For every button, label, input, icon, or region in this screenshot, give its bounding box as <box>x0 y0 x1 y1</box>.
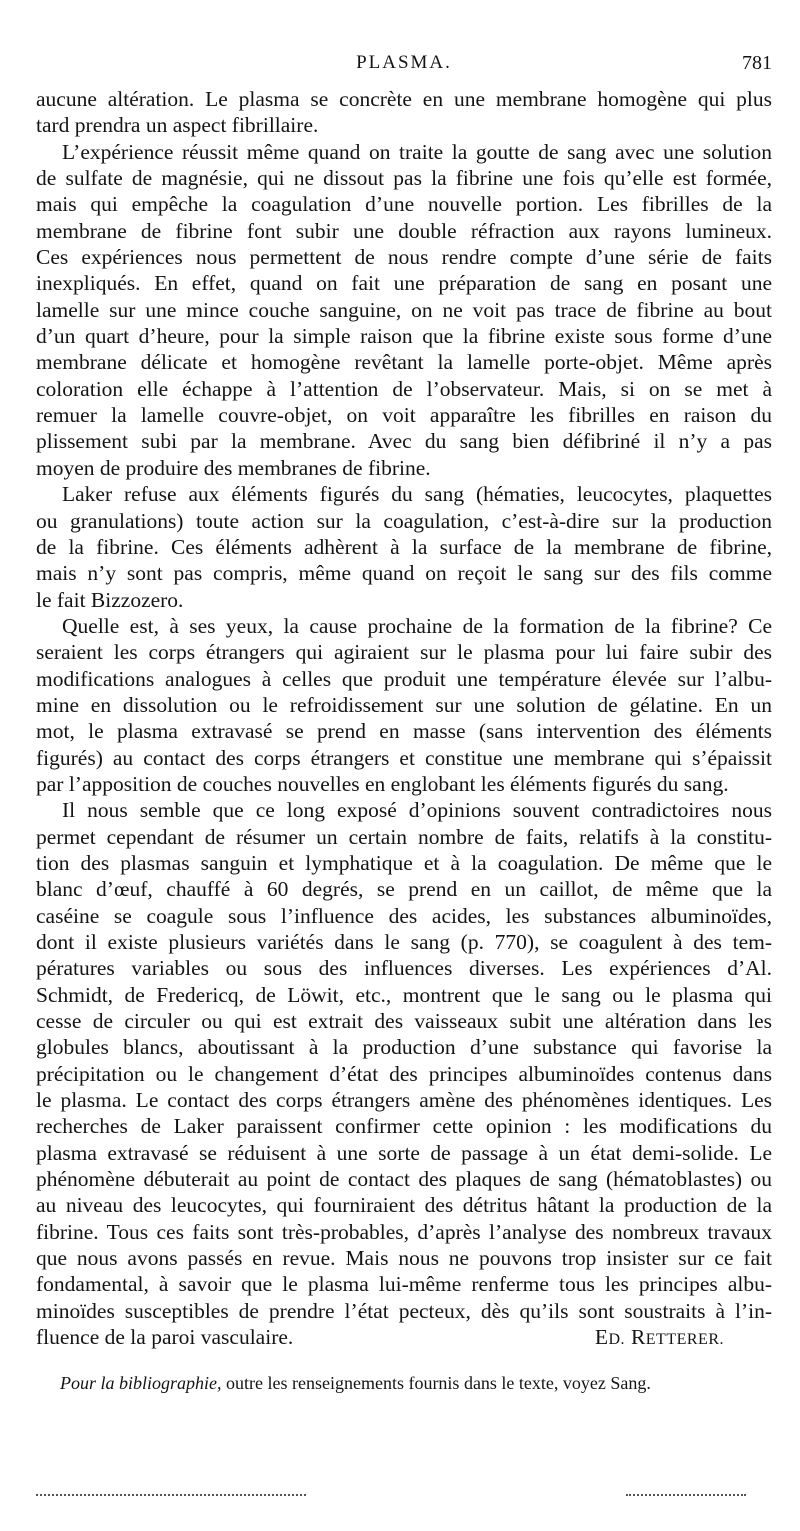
bibliography-ref: Sang. <box>610 1373 651 1393</box>
footer-dots-left <box>36 1494 306 1496</box>
text-line: globules blancs, aboutissant à la production d’une substance qui favorise la <box>36 1035 772 1060</box>
text-line: que nous avons passés en revue. Mais nous ne pouvons trop insister sur ce fait <box>36 1246 772 1271</box>
paragraph <box>36 797 772 1324</box>
text-line: minoïdes susceptibles de prendre l’état pecteux, dès qu’ils sont soustraits à l’in- <box>36 1298 772 1323</box>
paragraph <box>36 481 772 613</box>
text-line: Quelle est, à ses yeux, la cause prochaine de la formation de la fibrine? Ce <box>62 613 772 638</box>
paragraph <box>36 613 772 797</box>
paragraph <box>36 86 772 139</box>
text-line: ou granulations) toute action sur la coagulation, c’est-à-dire sur la production <box>36 508 772 533</box>
text-line: le plasma. Le contact des corps étrangers amène des phénomènes identiques. Les <box>36 1088 772 1113</box>
text-line: mot, le plasma extravasé se prend en masse (sans intervention des éléments <box>36 719 772 744</box>
text-line: de sulfate de magnésie, qui ne dissout pas la fibrine une fois qu’elle est formée, <box>36 166 772 191</box>
signature-initial: ED. <box>594 1325 626 1350</box>
text-line: au niveau des leucocytes, qui fourniraient des détritus hâtant la production de la <box>36 1193 772 1218</box>
text-line: membrane délicate et homogène revêtant la lamelle porte-objet. Même après <box>36 350 772 375</box>
text-line: par l’apposition de couches nouvelles en englobant les éléments figurés du sang. <box>36 771 729 796</box>
bibliography-lead: Pour la bibliographie, <box>60 1373 222 1393</box>
text-line: caséine se coagule sous l’influence des acides, les substances albuminoïdes, <box>36 903 772 928</box>
text-line: fondamental, à savoir que le plasma lui-même renferme tous les principes albu- <box>36 1272 772 1297</box>
footer-dots-right <box>626 1494 746 1496</box>
text-line: seraient les corps étrangers qui agiraient sur le plasma pour lui faire subir des <box>36 640 772 665</box>
text-line: permet cependant de résumer un certain nombre de faits, relatifs à la constitu- <box>36 824 772 849</box>
text-line: Schmidt, de Fredericq, de Löwit, etc., montrent que le sang ou le plasma qui <box>36 982 772 1007</box>
text-line: le fait Bizzozero. <box>36 587 184 612</box>
closing-line <box>36 1324 772 1353</box>
text-line: fibrine. Tous ces faits sont très-probables, d’après l’analyse des nombreux travaux <box>36 1219 772 1244</box>
text-line: blanc d’œuf, chauffé à 60 degrés, se prend en un caillot, de même que la <box>36 877 772 902</box>
text-line: figurés) au contact des corps étrangers et constitue une membrane qui s’épaissit <box>36 745 772 770</box>
text-line: dont il existe plusieurs variétés dans le sang (p. 770), se coagulent à des tem- <box>36 930 772 954</box>
text-line: tard prendra un aspect fibrillaire. <box>36 113 319 138</box>
bibliography-text: outre les renseignements fournis dans le texte, voyez <box>221 1373 611 1393</box>
paragraph <box>36 139 772 481</box>
text-line: tion des plasmas sanguin et lymphatique et à la coagulation. De même que le <box>36 850 772 875</box>
text-line: coloration elle échappe à l’attention de l’observateur. Mais, si on se met à <box>36 376 772 401</box>
author-signature <box>595 1324 772 1353</box>
body-text <box>36 86 772 1354</box>
text-line: remuer la lamelle couvre-objet, on voit apparaître les fibrilles en raison du <box>36 403 772 428</box>
text-line: moyen de produire des membranes de fibrine. <box>36 455 431 480</box>
text-line: modifications analogues à celles que produit une température élevée sur l’albu- <box>36 666 772 691</box>
text-line: cesse de circuler ou qui est extrait des vaisseaux subit une altération dans les <box>36 1009 772 1034</box>
text-line: plasma extravasé se réduisent à une sorte de passage à un état demi-solide. Le <box>36 1140 772 1165</box>
text-line: de la fibrine. Ces éléments adhèrent à la surface de la membrane de fibrine, <box>36 534 772 559</box>
text-line: Il nous semble que ce long exposé d’opinions souvent contradictoires nous <box>62 798 772 823</box>
page-number: 781 <box>742 52 772 74</box>
closing-text: fluence de la paroi vasculaire. <box>36 1325 294 1350</box>
text-line: Ces expériences nous permettent de nous rendre compte d’une série de faits <box>36 245 772 270</box>
text-line: Laker refuse aux éléments figurés du sang (hématies, leucocytes, plaquettes <box>62 482 772 507</box>
text-line: recherches de Laker paraissent confirmer cette opinion : les modifications du <box>36 1114 772 1139</box>
text-line: aucune altération. Le plasma se concrète en une membrane homogène qui plus <box>36 87 772 111</box>
text-line: mine en dissolution ou le refroidissement sur une solution de gélatine. En un <box>36 692 772 717</box>
text-line: d’un quart d’heure, pour la simple raison que la fibrine existe sous forme d’une <box>36 324 772 349</box>
text-line: précipitation ou le changement d’état des principes albuminoïdes contenus dans <box>36 1061 772 1086</box>
text-line: lamelle sur une mince couche sanguine, on ne voit pas trace de fibrine au bout <box>36 297 772 322</box>
text-line: membrane de fibrine font subir une double réfraction aux rayons lumineux. <box>36 218 772 243</box>
text-line: phénomène débuterait au point de contact des plaques de sang (hématoblastes) ou <box>36 1167 772 1192</box>
text-line: mais n’y sont pas compris, même quand on reçoit le sang sur des fils comme <box>36 561 772 586</box>
page-header <box>36 52 772 82</box>
signature-name: RETTERER. <box>630 1325 724 1350</box>
text-line: plissement subi par la membrane. Avec du sang bien défibriné il n’y a pas <box>36 429 772 454</box>
text-line: mais qui empêche la coagulation d’une nouvelle portion. Les fibrilles de la <box>36 192 772 217</box>
text-line: L’expérience réussit même quand on traite la goutte de sang avec une solution <box>62 139 772 164</box>
running-title: PLASMA. <box>356 52 452 73</box>
text-line: pératures variables ou sous des influences diverses. Les expériences d’Al. <box>36 956 772 981</box>
bibliography-note <box>60 1373 760 1394</box>
text-line: inexpliqués. En effet, quand on fait une préparation de sang en posant une <box>36 271 772 296</box>
footer-rule <box>36 1494 716 1498</box>
